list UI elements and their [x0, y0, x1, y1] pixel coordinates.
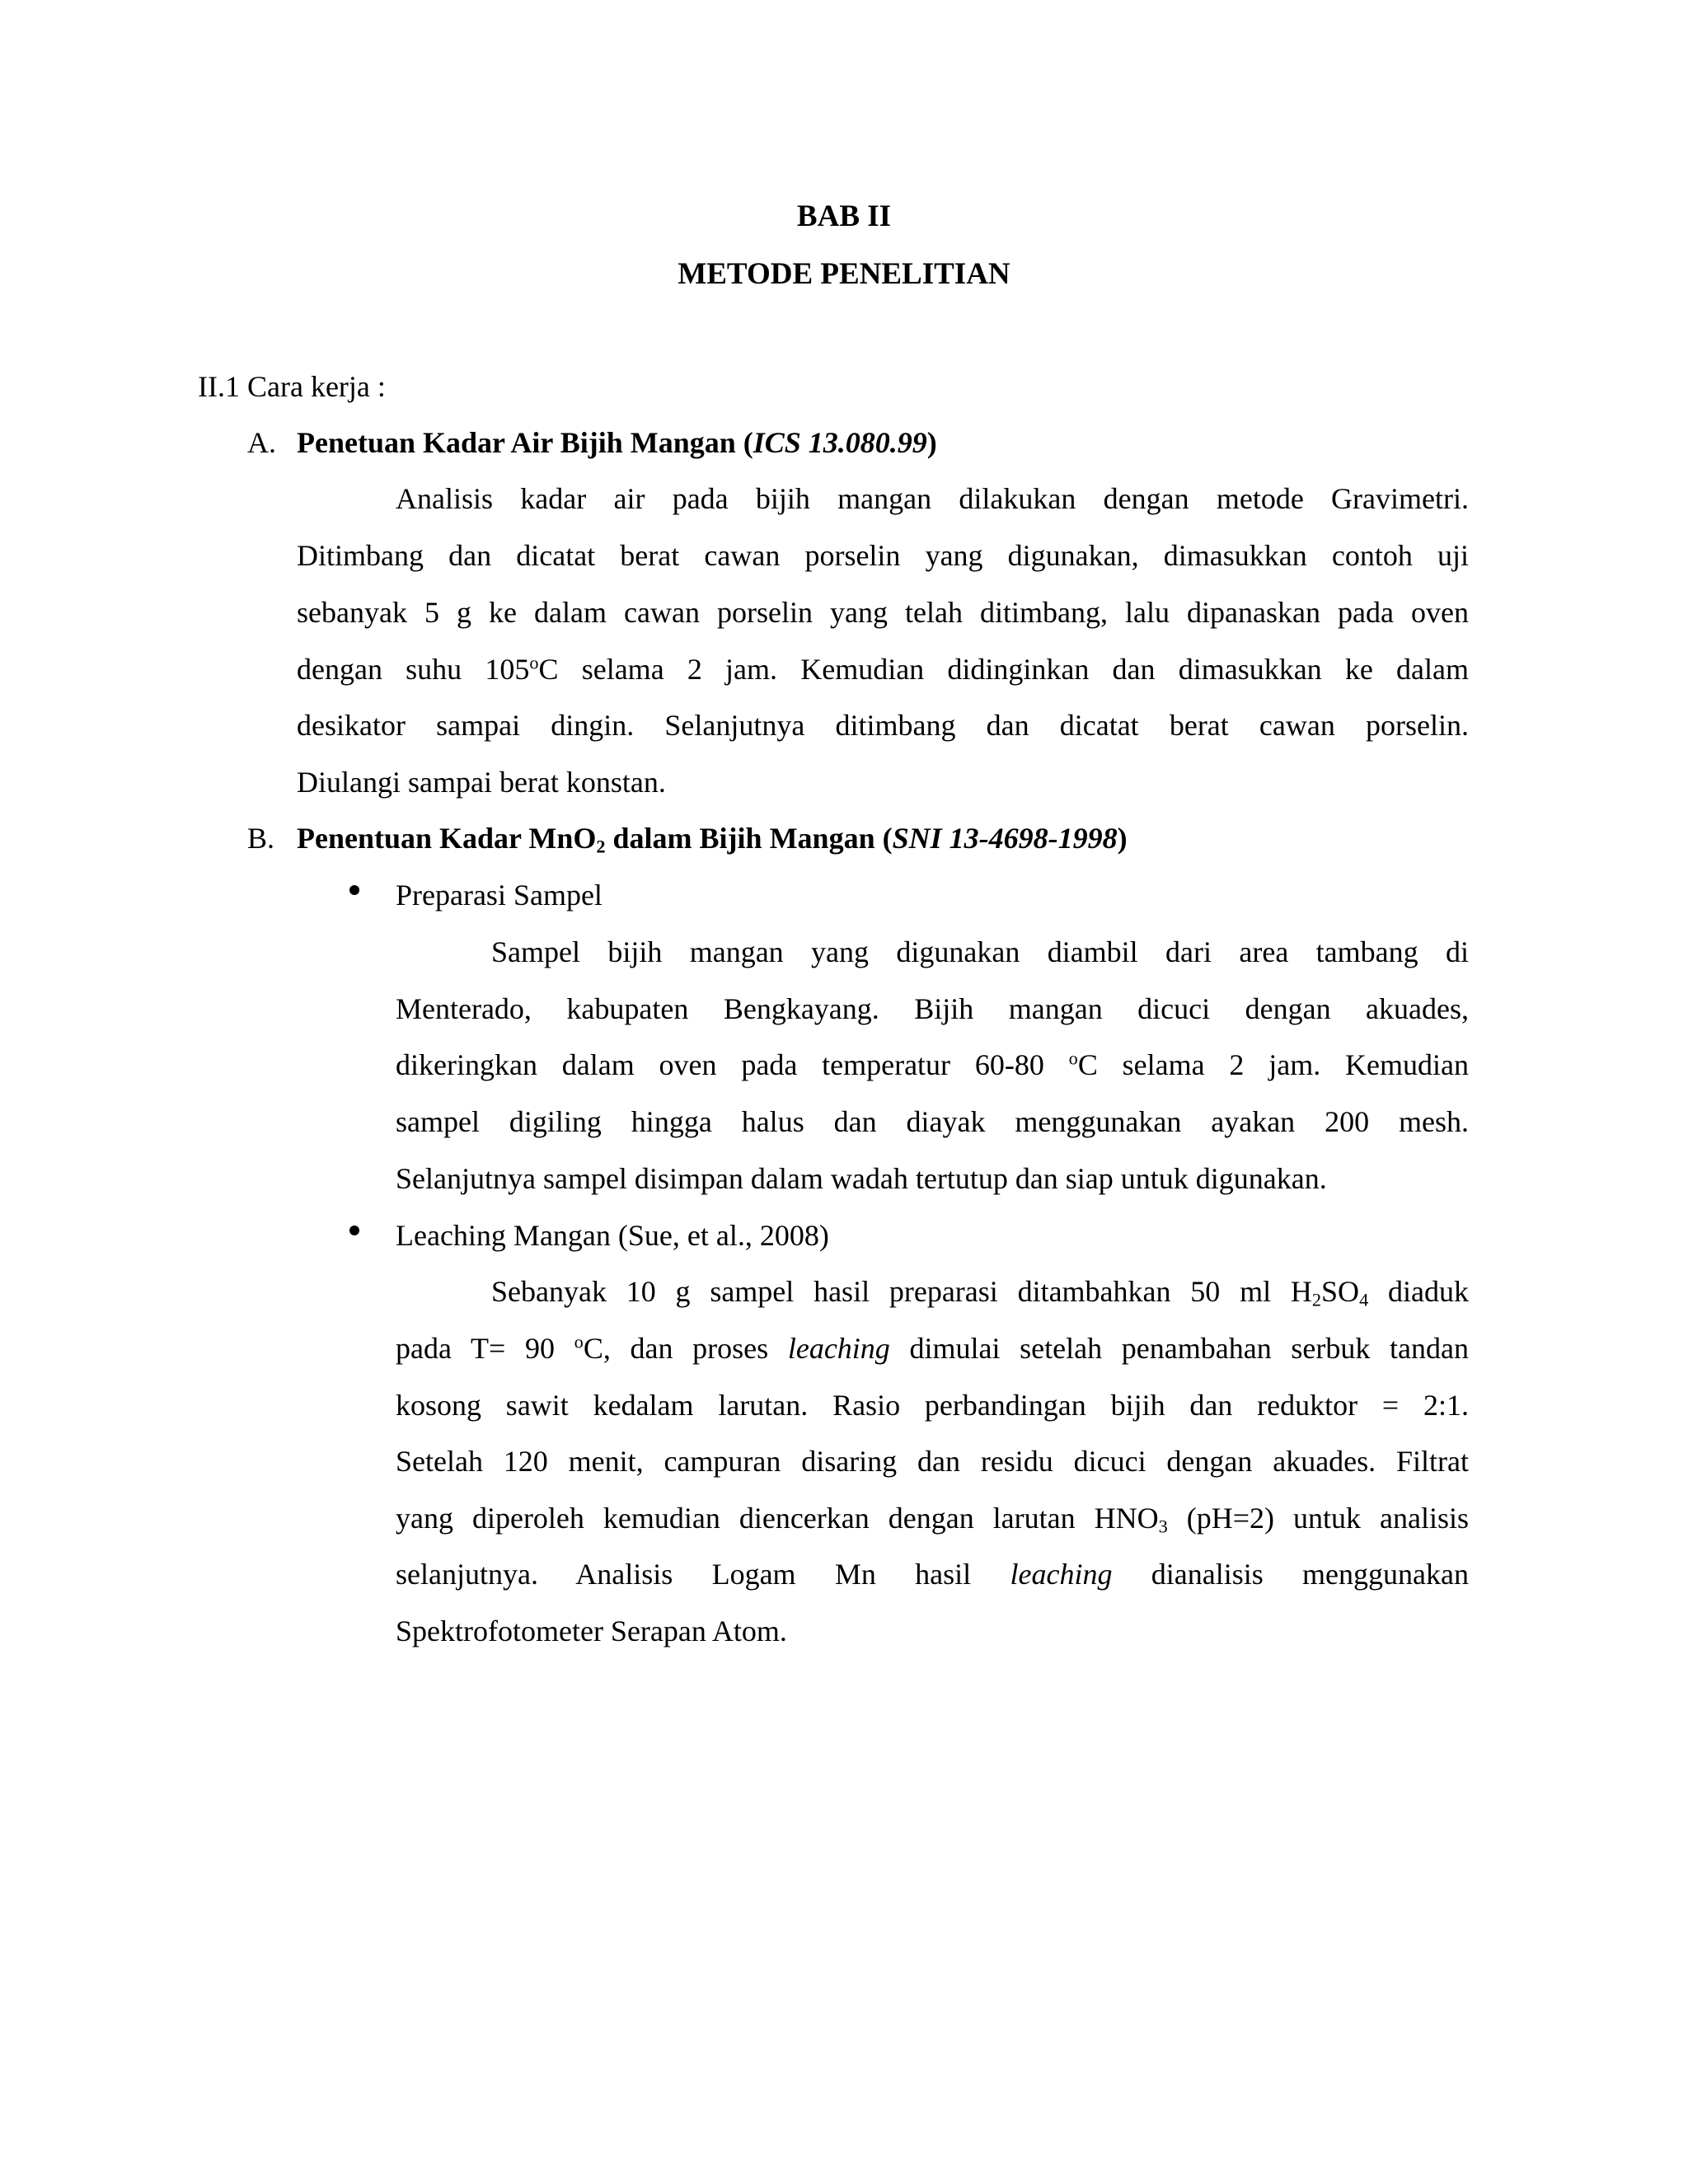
text-run: dengan suhu 105	[297, 654, 530, 686]
text-run: yang diperoleh kemudian diencerkan dengan larutan HNO	[396, 1503, 1159, 1535]
text-run: diaduk	[1368, 1277, 1469, 1308]
text-run: (pH=2) untuk analisis	[1167, 1503, 1469, 1535]
subscript: 2	[1311, 1289, 1322, 1310]
part-a-standard: ICS 13.080.99	[753, 426, 927, 459]
text-run: C selama 2 jam. Kemudian	[1077, 1050, 1469, 1081]
bullet-1-line-4: sampel digiling hingga halus dan diayak menggunakan ayakan 200 mesh.	[396, 1107, 1469, 1138]
text-run: dimulai setelah penambahan serbuk tandan	[889, 1333, 1469, 1365]
section-heading	[198, 372, 386, 401]
part-a-paragraph-line-2: Ditimbang dan dicatat berat cawan porselin yang digunakan, dimasukkan contoh uji	[297, 541, 1469, 572]
bullet-icon	[349, 885, 359, 895]
text-run: Sebanyak 10 g sampel hasil preparasi ditambahkan 50 ml H	[491, 1277, 1312, 1308]
part-a-paragraph-line-1: Analisis kadar air pada bijih mangan dilakukan dengan metode Gravimetri.	[396, 484, 1469, 515]
part-b-title-text-2: dalam Bijih Mangan (	[605, 822, 893, 855]
text-run: C selama 2 jam. Kemudian didinginkan dan dimasukkan ke dalam	[538, 654, 1469, 686]
part-a-title-text: Penetuan Kadar Air Bijih Mangan (	[297, 426, 753, 459]
text-run: pada T= 90	[396, 1333, 574, 1365]
subscript: 3	[1158, 1516, 1168, 1537]
text-run: selanjutnya. Analisis Logam Mn hasil	[396, 1559, 1010, 1591]
part-b-title	[297, 822, 1128, 857]
text-run: dianalisis menggunakan	[1112, 1559, 1469, 1591]
part-a-paragraph-line-3: sebanyak 5 g ke dalam cawan porselin yang telah ditimbang, lalu dipanaskan pada oven	[297, 598, 1469, 629]
bullet-2-line-6	[396, 1559, 1469, 1596]
degree-sup: o	[1068, 1050, 1078, 1069]
bullet-1-line-5: Selanjutnya sampel disimpan dalam wadah tertutup dan siap untuk digunakan.	[396, 1162, 1327, 1195]
bullet-2-line-5	[396, 1503, 1469, 1540]
bullet-2-title: Leaching Mangan (Sue, et al., 2008)	[396, 1219, 829, 1252]
part-a-paragraph-line-6: Diulangi sampai berat konstan.	[297, 766, 666, 799]
part-a-title-close: )	[926, 426, 937, 459]
bullet-2-line-3: kosong sawit kedalam larutan. Rasio perbandingan bijih dan reduktor = 2:1.	[396, 1390, 1469, 1422]
text-run: C, dan proses	[583, 1333, 788, 1365]
bullet-2-line-1	[491, 1277, 1469, 1313]
degree-sup: o	[574, 1333, 584, 1352]
chapter-number: BAB II	[796, 199, 892, 233]
part-b-title-subscript: 2	[596, 836, 606, 857]
part-a-marker: A.	[247, 426, 276, 459]
part-b-marker: B.	[247, 822, 275, 855]
bullet-1-line-1: Sampel bijih mangan yang digunakan diambil dari area tambang di	[491, 937, 1469, 968]
italic-term: leaching	[787, 1333, 890, 1365]
italic-term: leaching	[1010, 1559, 1113, 1591]
degree-sup: o	[529, 654, 539, 673]
bullet-icon	[349, 1226, 359, 1235]
part-a-paragraph-line-4	[297, 654, 1469, 691]
bullet-1-line-3	[396, 1050, 1469, 1086]
part-b-title-text: Penentuan Kadar MnO	[297, 822, 597, 855]
section-label: Cara kerja :	[246, 370, 386, 403]
part-b-title-close: )	[1117, 822, 1128, 855]
part-a-paragraph-line-5: desikator sampai dingin. Selanjutnya ditimbang dan dicatat berat cawan porselin.	[297, 710, 1469, 742]
subscript: 4	[1359, 1289, 1369, 1310]
part-a-title	[297, 428, 937, 457]
chapter-title: METODE PENELITIAN	[678, 257, 1010, 291]
bullet-1-title: Preparasi Sampel	[396, 879, 603, 912]
text-run: SO	[1321, 1277, 1360, 1308]
text-run: dikeringkan dalam oven pada temperatur 60-80	[396, 1050, 1069, 1081]
section-number: II.1	[198, 370, 240, 403]
bullet-2-line-7: Spektrofotometer Serapan Atom.	[396, 1615, 787, 1647]
bullet-1-line-2: Menterado, kabupaten Bengkayang. Bijih mangan dicuci dengan akuades,	[396, 994, 1469, 1025]
bullet-2-line-4: Setelah 120 menit, campuran disaring dan residu dicuci dengan akuades. Filtrat	[396, 1446, 1469, 1478]
bullet-2-line-2	[396, 1333, 1469, 1370]
part-b-standard: SNI 13-4698-1998	[892, 822, 1118, 855]
